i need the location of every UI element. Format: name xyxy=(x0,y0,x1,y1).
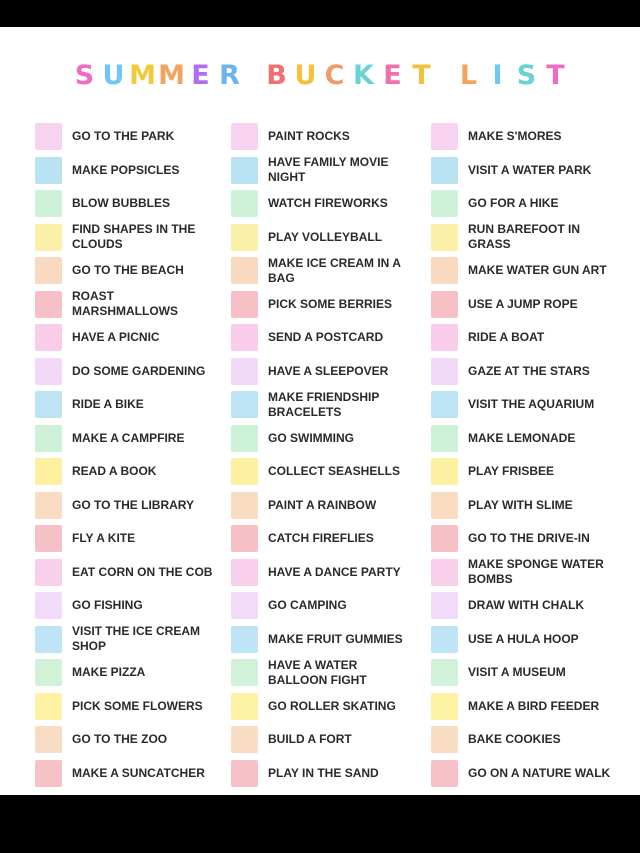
list-item xyxy=(231,489,421,523)
list-item xyxy=(431,656,621,690)
checkbox[interactable] xyxy=(431,492,458,519)
checkbox[interactable] xyxy=(35,190,62,217)
list-item-label: FIND SHAPES IN THE CLOUDS xyxy=(72,222,196,252)
checkbox[interactable] xyxy=(431,425,458,452)
list-item xyxy=(35,690,225,724)
list-item-label: DRAW WITH CHALK xyxy=(468,598,584,613)
list-item xyxy=(231,187,421,221)
checkbox[interactable] xyxy=(35,358,62,385)
checkbox[interactable] xyxy=(231,693,258,720)
checkbox[interactable] xyxy=(431,358,458,385)
list-item xyxy=(431,556,621,590)
checkbox[interactable] xyxy=(431,626,458,653)
list-item xyxy=(35,556,225,590)
list-item-label: PAINT A RAINBOW xyxy=(268,497,377,512)
checkbox[interactable] xyxy=(35,659,62,686)
list-item-label: GO TO THE PARK xyxy=(72,129,175,144)
checkbox[interactable] xyxy=(231,659,258,686)
list-item xyxy=(431,455,621,489)
checkbox[interactable] xyxy=(35,559,62,586)
list-item xyxy=(231,690,421,724)
checkbox[interactable] xyxy=(431,659,458,686)
list-item-label: GO TO THE LIBRARY xyxy=(72,497,195,512)
title-letter: M xyxy=(129,60,156,91)
list-item-label: MAKE PIZZA xyxy=(72,665,146,680)
list-item xyxy=(231,120,421,154)
list-item-label: RUN BAREFOOT IN GRASS xyxy=(468,222,580,252)
title-letter: R xyxy=(219,60,240,91)
list-item xyxy=(35,254,225,288)
list-item xyxy=(35,757,225,791)
checkbox[interactable] xyxy=(35,693,62,720)
list-item-label: GO ON A NATURE WALK xyxy=(468,765,611,780)
list-item xyxy=(35,321,225,355)
title-letter: E xyxy=(383,60,402,91)
checkbox[interactable] xyxy=(231,324,258,351)
list-item-label: VISIT THE ICE CREAM SHOP xyxy=(72,624,201,654)
checkbox[interactable] xyxy=(35,626,62,653)
title-letter: M xyxy=(158,60,185,91)
list-item xyxy=(231,455,421,489)
list-item-label: PLAY WITH SLIME xyxy=(468,497,573,512)
title-letter: K xyxy=(353,60,374,91)
checkbox[interactable] xyxy=(431,190,458,217)
list-item xyxy=(431,388,621,422)
list-item xyxy=(35,355,225,389)
list-column-1 xyxy=(35,120,225,790)
list-item xyxy=(35,187,225,221)
list-item-label: HAVE A WATER BALLOON FIGHT xyxy=(268,657,367,687)
list-item-label: PLAY FRISBEE xyxy=(468,464,555,479)
list-item xyxy=(35,388,225,422)
list-item-label: MAKE A BIRD FEEDER xyxy=(468,698,600,713)
checkbox[interactable] xyxy=(231,492,258,519)
checkbox[interactable] xyxy=(231,425,258,452)
list-item-label: SEND A POSTCARD xyxy=(268,330,384,345)
checkbox[interactable] xyxy=(431,559,458,586)
checkbox[interactable] xyxy=(431,592,458,619)
list-item-label: GAZE AT THE STARS xyxy=(468,363,590,378)
title-letter: C xyxy=(324,60,345,91)
title-letter: L xyxy=(459,60,478,91)
title-letter: S xyxy=(74,60,95,91)
list-item xyxy=(231,388,421,422)
list-item-label: PLAY VOLLEYBALL xyxy=(268,229,383,244)
list-item-label: FLY A KITE xyxy=(72,531,136,546)
list-item-label: GO SWIMMING xyxy=(268,430,354,445)
list-item-label: RIDE A BOAT xyxy=(468,330,545,345)
checkbox[interactable] xyxy=(231,224,258,251)
checkbox[interactable] xyxy=(431,291,458,318)
list-item-label: ROAST MARSHMALLOWS xyxy=(72,289,178,319)
title-letter: U xyxy=(102,60,125,91)
list-item xyxy=(431,120,621,154)
checkbox[interactable] xyxy=(431,760,458,787)
list-item xyxy=(35,120,225,154)
title-letter: I xyxy=(492,60,503,91)
checkbox[interactable] xyxy=(231,257,258,284)
checkbox[interactable] xyxy=(35,257,62,284)
list-item-label: GO FOR A HIKE xyxy=(468,196,559,211)
list-item xyxy=(35,288,225,322)
checkbox[interactable] xyxy=(231,157,258,184)
list-item xyxy=(231,656,421,690)
list-item-label: GO TO THE ZOO xyxy=(72,732,168,747)
checkbox[interactable] xyxy=(231,391,258,418)
list-item xyxy=(35,589,225,623)
checkbox[interactable] xyxy=(35,760,62,787)
list-item-label: PLAY IN THE SAND xyxy=(268,765,379,780)
list-item-label: GO FISHING xyxy=(72,598,143,613)
list-item-label: MAKE LEMONADE xyxy=(468,430,576,445)
list-item-label: DO SOME GARDENING xyxy=(72,363,206,378)
bucket-list-page xyxy=(0,27,640,795)
list-item-label: MAKE WATER GUN ART xyxy=(468,263,607,278)
checkbox[interactable] xyxy=(35,492,62,519)
checkbox[interactable] xyxy=(35,525,62,552)
list-item xyxy=(35,221,225,255)
list-item-label: VISIT A WATER PARK xyxy=(468,162,592,177)
list-item-label: HAVE FAMILY MOVIE NIGHT xyxy=(268,155,389,185)
checkbox[interactable] xyxy=(231,190,258,217)
list-item xyxy=(35,522,225,556)
title-letter: T xyxy=(412,60,431,91)
list-item xyxy=(431,221,621,255)
list-item-label: EAT CORN ON THE COB xyxy=(72,564,213,579)
list-item-label: GO ROLLER SKATING xyxy=(268,698,396,713)
checkbox[interactable] xyxy=(431,257,458,284)
checkbox[interactable] xyxy=(35,458,62,485)
list-item-label: BLOW BUBBLES xyxy=(72,196,170,211)
list-item-label: COLLECT SEASHELLS xyxy=(268,464,401,479)
list-item xyxy=(431,723,621,757)
checkbox[interactable] xyxy=(231,525,258,552)
list-item xyxy=(35,422,225,456)
checkbox[interactable] xyxy=(231,726,258,753)
list-item-label: MAKE S'MORES xyxy=(468,129,562,144)
list-item xyxy=(431,422,621,456)
checkbox[interactable] xyxy=(35,391,62,418)
checkbox[interactable] xyxy=(431,693,458,720)
checkbox[interactable] xyxy=(431,224,458,251)
list-item xyxy=(231,221,421,255)
list-item-label: PICK SOME BERRIES xyxy=(268,296,393,311)
list-item xyxy=(231,623,421,657)
list-item xyxy=(231,422,421,456)
list-item-label: MAKE ICE CREAM IN A BAG xyxy=(268,255,401,285)
list-item-label: GO TO THE DRIVE-IN xyxy=(468,531,590,546)
checkbox[interactable] xyxy=(35,224,62,251)
list-item xyxy=(35,723,225,757)
checkbox[interactable] xyxy=(431,391,458,418)
list-item-label: MAKE SPONGE WATER BOMBS xyxy=(468,557,604,587)
checkbox[interactable] xyxy=(35,291,62,318)
list-item-label: MAKE FRUIT GUMMIES xyxy=(268,631,403,646)
list-item-label: HAVE A PICNIC xyxy=(72,330,160,345)
list-item xyxy=(431,522,621,556)
list-item xyxy=(231,723,421,757)
checkbox[interactable] xyxy=(231,358,258,385)
list-item xyxy=(35,656,225,690)
list-item xyxy=(231,522,421,556)
list-item xyxy=(431,489,621,523)
list-item xyxy=(431,623,621,657)
list-item-label: WATCH FIREWORKS xyxy=(268,196,388,211)
title-letter: B xyxy=(266,60,287,91)
list-item xyxy=(231,321,421,355)
list-item xyxy=(431,690,621,724)
list-item-label: CATCH FIREFLIES xyxy=(268,531,374,546)
list-item xyxy=(431,187,621,221)
checkbox[interactable] xyxy=(231,123,258,150)
list-column-3 xyxy=(431,120,621,790)
list-item-label: GO TO THE BEACH xyxy=(72,263,184,278)
list-item-label: MAKE POPSICLES xyxy=(72,162,180,177)
checkbox[interactable] xyxy=(35,592,62,619)
list-item-label: VISIT A MUSEUM xyxy=(468,665,566,680)
title-letter: S xyxy=(516,60,537,91)
list-item-label: VISIT THE AQUARIUM xyxy=(468,397,595,412)
page-title xyxy=(0,60,640,91)
checkbox[interactable] xyxy=(231,559,258,586)
checkbox[interactable] xyxy=(231,291,258,318)
list-item xyxy=(431,355,621,389)
title-letter: E xyxy=(191,60,210,91)
checkbox[interactable] xyxy=(231,760,258,787)
list-item-label: BUILD A FORT xyxy=(268,732,352,747)
checkbox[interactable] xyxy=(231,458,258,485)
list-item-label: READ A BOOK xyxy=(72,464,157,479)
checkbox[interactable] xyxy=(231,592,258,619)
list-item xyxy=(431,589,621,623)
list-item xyxy=(431,757,621,791)
list-item-label: HAVE A DANCE PARTY xyxy=(268,564,401,579)
checkbox[interactable] xyxy=(35,726,62,753)
list-item-label: GO CAMPING xyxy=(268,598,347,613)
checkbox[interactable] xyxy=(431,324,458,351)
list-item xyxy=(35,489,225,523)
list-item-label: USE A JUMP ROPE xyxy=(468,296,578,311)
list-column-2 xyxy=(231,120,421,790)
checkbox[interactable] xyxy=(431,123,458,150)
list-item-label: RIDE A BIKE xyxy=(72,397,144,412)
list-item xyxy=(231,589,421,623)
list-item xyxy=(35,154,225,188)
list-item-label: MAKE FRIENDSHIP BRACELETS xyxy=(268,389,380,419)
list-item xyxy=(431,154,621,188)
checkbox[interactable] xyxy=(35,425,62,452)
list-item xyxy=(431,321,621,355)
title-letter: U xyxy=(294,60,317,91)
list-item xyxy=(231,355,421,389)
checkbox[interactable] xyxy=(431,726,458,753)
list-item-label: HAVE A SLEEPOVER xyxy=(268,363,389,378)
list-item xyxy=(431,254,621,288)
list-item-label: PICK SOME FLOWERS xyxy=(72,698,203,713)
list-item-label: MAKE A CAMPFIRE xyxy=(72,430,185,445)
checkbox[interactable] xyxy=(431,458,458,485)
list-item-label: PAINT ROCKS xyxy=(268,129,350,144)
list-item xyxy=(231,556,421,590)
checkbox[interactable] xyxy=(35,123,62,150)
checkbox[interactable] xyxy=(231,626,258,653)
list-item xyxy=(231,757,421,791)
list-item-label: MAKE A SUNCATCHER xyxy=(72,765,205,780)
title-letter: T xyxy=(546,60,565,91)
checkbox[interactable] xyxy=(35,324,62,351)
list-item-label: BAKE COOKIES xyxy=(468,732,561,747)
checkbox[interactable] xyxy=(35,157,62,184)
checkbox[interactable] xyxy=(431,525,458,552)
list-item xyxy=(231,288,421,322)
list-item-label: USE A HULA HOOP xyxy=(468,631,579,646)
checkbox[interactable] xyxy=(431,157,458,184)
list-item xyxy=(35,455,225,489)
list-item xyxy=(431,288,621,322)
list-item xyxy=(231,254,421,288)
list-item xyxy=(231,154,421,188)
list-item xyxy=(35,623,225,657)
